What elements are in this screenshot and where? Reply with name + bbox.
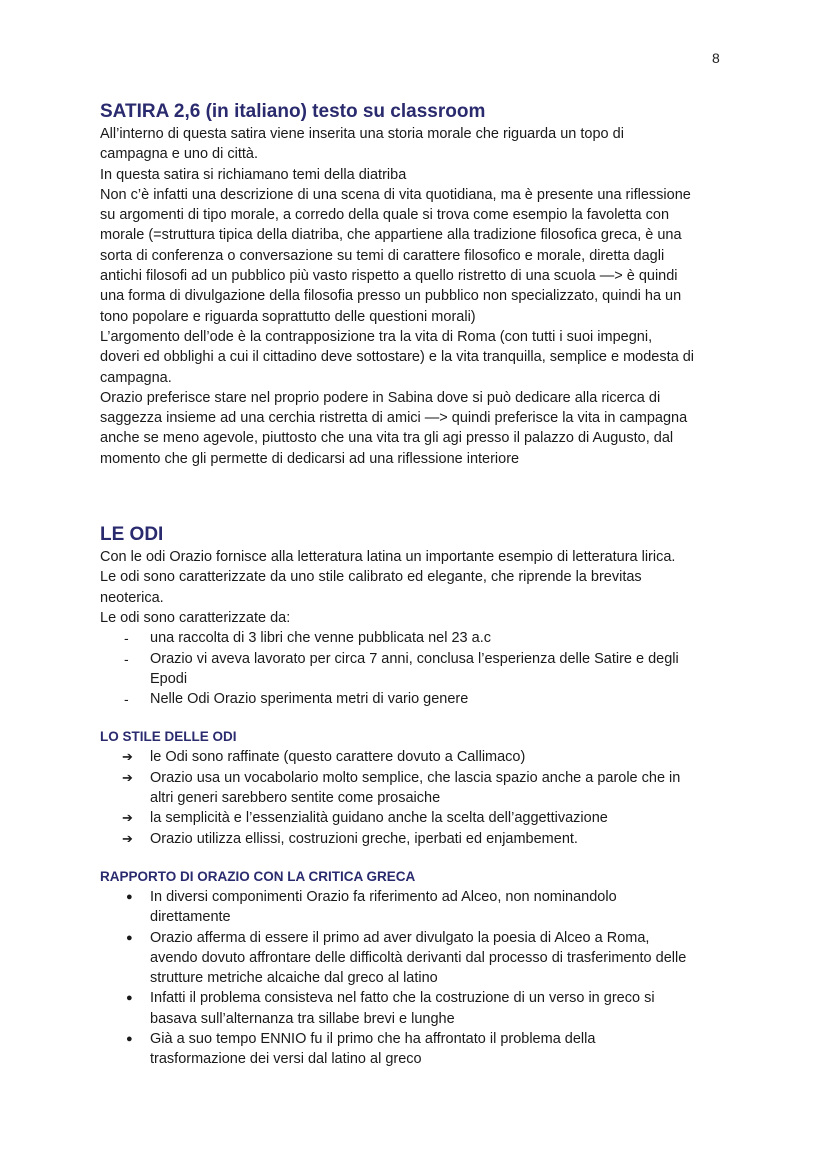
text-line: sorta di conferenza o conversazione su temi di carattere filosofico e morale, diretta dagli: [100, 247, 665, 264]
list-item: [100, 928, 740, 989]
text-line: Le odi sono caratterizzate da uno stile calibrato ed elegante, che riprende la brevitas: [100, 569, 642, 586]
satira-heading: SATIRA 2,6 (in italiano) testo su classroom: [100, 101, 486, 122]
text-line: Orazio afferma di essere il primo ad aver divulgato la poesia di Alceo a Roma,: [150, 929, 650, 946]
text-line: Già a suo tempo ENNIO fu il primo che ha affrontato il problema della: [150, 1030, 596, 1047]
bullet-icon: ●: [126, 931, 133, 944]
text-line: basava sull’alternanza tra sillabe brevi e lunghe: [150, 1010, 455, 1027]
arrow-right-icon: ➔: [122, 810, 133, 826]
stile-heading: LO STILE DELLE ODI: [100, 729, 237, 745]
text-line: Epodi: [150, 670, 188, 687]
rapporto-heading: RAPPORTO DI ORAZIO CON LA CRITICA GRECA: [100, 868, 416, 884]
text-line: Nelle Odi Orazio sperimenta metri di vario genere: [150, 691, 469, 708]
text-line: morale (=struttura tipica della diatriba, che appartiene alla tradizione filosofica greca, è una: [100, 227, 682, 244]
list-item: [100, 689, 740, 709]
text-line: Le odi sono caratterizzate da:: [100, 609, 291, 626]
bullet-icon: ●: [126, 992, 133, 1005]
text-line: saggezza insieme ad una cerchia ristretta di amici —> quindi preferisce la vita in campagna: [100, 410, 688, 427]
text-line: Con le odi Orazio fornisce alla letteratura latina un importante esempio di letteratura lirica.: [100, 549, 676, 566]
text-line: momento che gli permette di dedicarsi ad una riflessione interiore: [100, 450, 520, 467]
text-line: Orazio usa un vocabolario molto semplice, che lascia spazio anche a parole che in: [150, 769, 681, 786]
text-line: neoterica.: [100, 589, 164, 606]
text-line: tono popolare e riguarda soprattutto delle questioni morali): [100, 308, 476, 325]
text-line: anche se meno agevole, piuttosto che una vita tra gli agi presso il palazzo di Augusto, dal: [100, 430, 674, 447]
text-line: antichi filosofi ad un pubblico più vasto rispetto a quello ristretto di una scuola —> è quindi: [100, 268, 678, 285]
list-item: [100, 887, 740, 928]
list-item: [100, 829, 740, 849]
text-line: All’interno di questa satira viene inserita una storia morale che riguarda un topo di: [100, 126, 624, 142]
text-line: campagna e uno di città.: [100, 146, 258, 163]
text-line: campagna.: [100, 369, 172, 386]
text-line: una raccolta di 3 libri che venne pubblicata nel 23 a.c: [150, 630, 491, 647]
arrow-right-icon: ➔: [122, 830, 133, 846]
list-item: [100, 768, 740, 809]
arrow-right-icon: ➔: [122, 769, 133, 785]
text-line: Non c’è infatti una descrizione di una scena di vita quotidiana, ma è presente una riflessione: [100, 186, 691, 203]
text-line: le Odi sono raffinate (questo carattere dovuto a Callimaco): [150, 749, 526, 766]
bullet-icon: ●: [126, 890, 133, 903]
rapporto-bullet-list: [100, 887, 740, 1070]
list-item: [100, 628, 740, 648]
list-item: [100, 747, 740, 767]
text-line: doveri ed obblighi a cui il cittadino deve sottostare) e la vita tranquilla, semplice e modesta di: [100, 349, 695, 366]
text-line: In diversi componimenti Orazio fa riferimento ad Alceo, non nominandolo: [150, 888, 617, 905]
text-line: la semplicità e l’essenzialità guidano anche la scelta dell’aggettivazione: [150, 810, 608, 827]
dash-marker: -: [124, 691, 129, 708]
text-line: In questa satira si richiamano temi della diatriba: [100, 166, 407, 183]
text-line: una forma di divulgazione della filosofia presso un pubblico non specializzato, quindi ha un: [100, 288, 682, 305]
list-item: [100, 808, 740, 828]
odi-dash-list: [100, 628, 740, 709]
text-line: direttamente: [150, 909, 231, 926]
text-line: altri generi sarebbero sentite come prosaiche: [150, 790, 441, 807]
arrow-right-icon: ➔: [122, 749, 133, 765]
text-line: Infatti il problema consisteva nel fatto che la costruzione di un verso in greco si: [150, 990, 655, 1007]
bullet-icon: ●: [126, 1032, 133, 1045]
text-line: su argomenti di tipo morale, a corredo della quale si trova come esempio la favoletta con: [100, 207, 670, 224]
le-odi-heading: LE ODI: [100, 524, 164, 546]
stile-arrow-list: [100, 747, 740, 848]
dash-marker: -: [124, 630, 129, 647]
list-item: [100, 1029, 740, 1070]
page-content: [100, 100, 740, 1070]
odi-intro: [100, 547, 740, 628]
text-line: Orazio vi aveva lavorato per circa 7 anni, conclusa l’esperienza delle Satire e degli: [150, 650, 679, 667]
text-line: trasformazione dei versi dal latino al greco: [150, 1051, 422, 1068]
text-line: L’argomento dell’ode è la contrapposizione tra la vita di Roma (con tutti i suoi impegni,: [100, 328, 653, 345]
text-line: Orazio preferisce stare nel proprio podere in Sabina dove si può dedicare alla ricerca di: [100, 389, 661, 406]
dash-marker: -: [124, 650, 129, 667]
page-number: 8: [712, 50, 720, 66]
list-item: [100, 649, 740, 690]
text-line: Orazio utilizza ellissi, costruzioni greche, iperbati ed enjambement.: [150, 830, 578, 847]
text-line: strutture metriche alcaiche dal greco al latino: [150, 970, 438, 987]
text-line: avendo dovuto affrontare delle difficoltà derivanti dal processo di trasferimento delle: [150, 949, 687, 966]
list-item: [100, 988, 740, 1029]
satira-body: [100, 124, 740, 469]
